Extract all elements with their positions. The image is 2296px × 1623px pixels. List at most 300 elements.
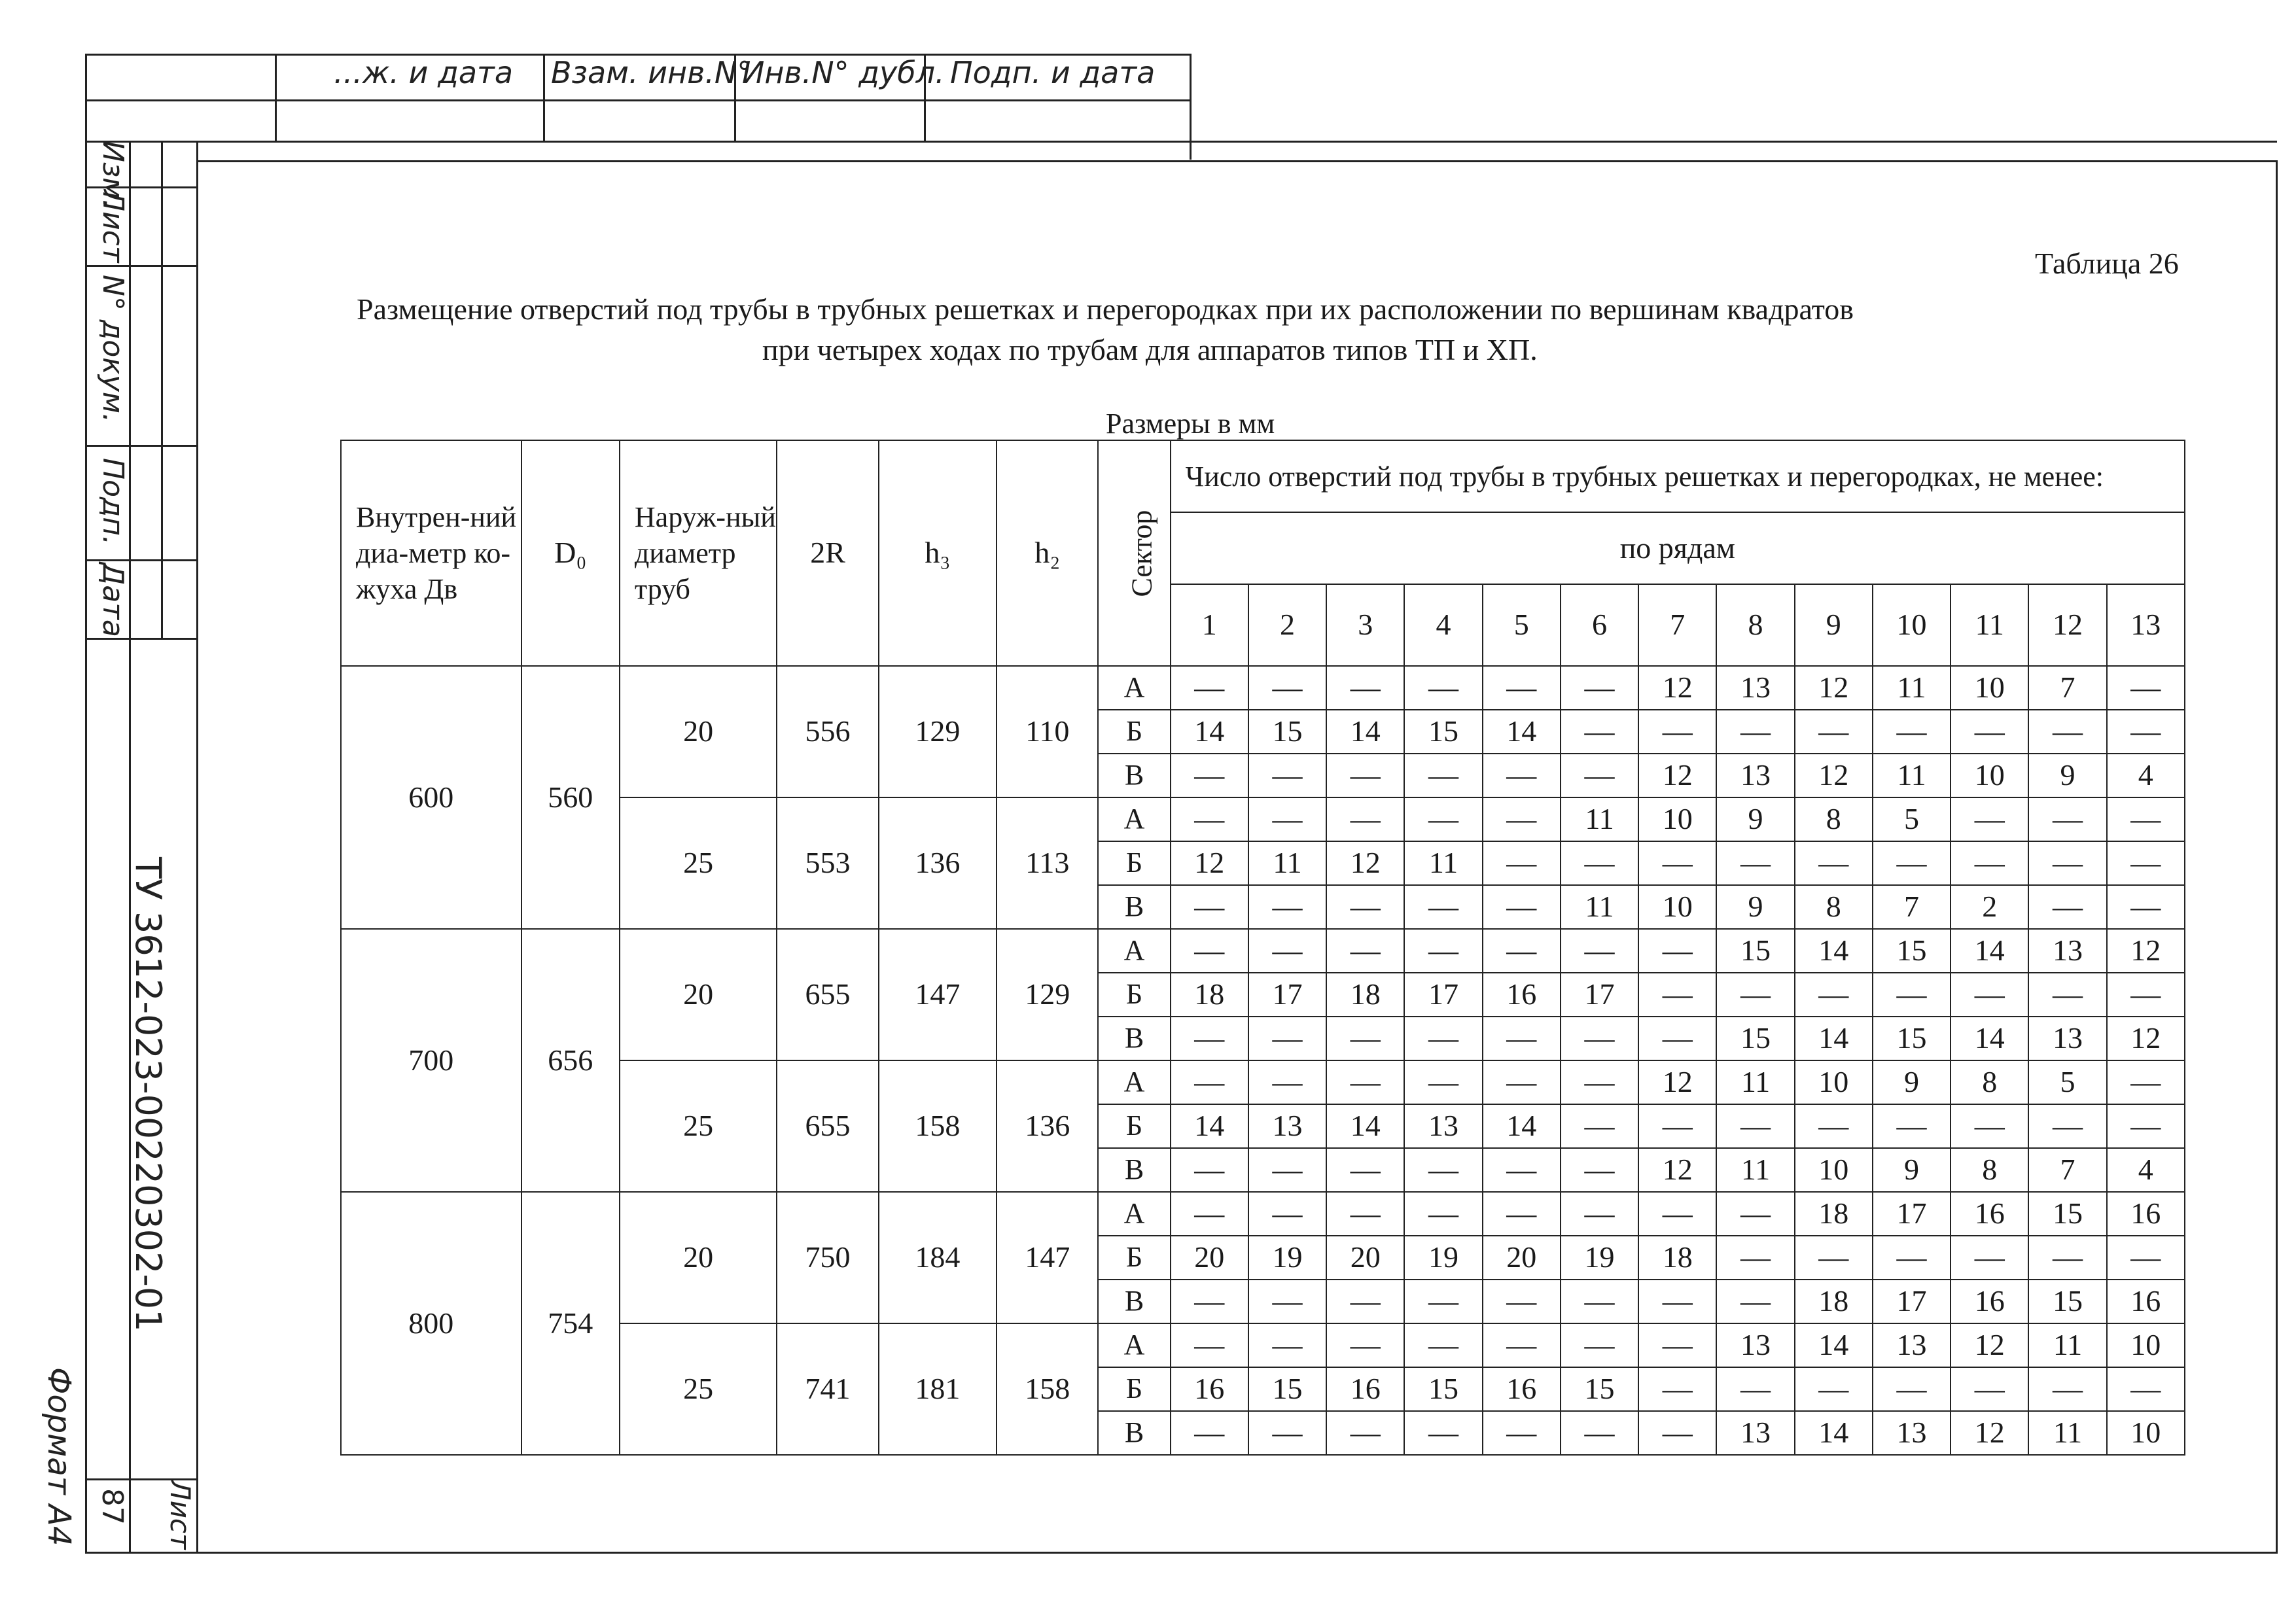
hole-count-cell: — (1171, 797, 1248, 841)
hole-count-cell: — (1171, 1192, 1248, 1236)
hole-count-cell: — (1873, 841, 1951, 885)
hole-count-cell: 12 (1795, 666, 1873, 710)
hole-count-cell: 19 (1404, 1236, 1482, 1280)
sector-cell: В (1098, 754, 1170, 797)
sector-cell: А (1098, 1192, 1170, 1236)
hole-count-cell: — (1404, 797, 1482, 841)
hole-count-cell: 12 (1171, 841, 1248, 885)
hole-count-cell: — (1326, 1192, 1404, 1236)
hole-count-cell: — (1404, 1280, 1482, 1323)
hole-count-cell: 9 (1716, 797, 1794, 841)
hole-count-cell: 16 (1483, 973, 1561, 1017)
hole-count-cell: — (2107, 1367, 2185, 1411)
hole-count-cell: — (2028, 841, 2106, 885)
hole-count-cell: — (1483, 754, 1561, 797)
hole-count-cell: 14 (1483, 710, 1561, 754)
hole-count-cell: — (1561, 1017, 1638, 1060)
tube-diameter-cell: 25 (620, 797, 777, 929)
hole-count-cell: — (1404, 1323, 1482, 1367)
units-note: Размеры в мм (1106, 408, 1275, 440)
inner-diameter-cell: 700 (341, 929, 521, 1192)
hole-count-cell: — (1483, 1060, 1561, 1104)
hole-count-cell: 16 (2107, 1280, 2185, 1323)
stamp-label-dup-inv: Инв.N° дубл. (742, 55, 945, 90)
hole-count-cell: — (2107, 1104, 2185, 1148)
hole-count-cell: — (1248, 754, 1326, 797)
hole-count-cell: 14 (1483, 1104, 1561, 1148)
hole-count-cell: 14 (1795, 1017, 1873, 1060)
header-d0: D₀ (521, 440, 620, 666)
hole-count-cell: 11 (1716, 1148, 1794, 1192)
header-by-rows: по рядам (1171, 512, 2185, 584)
sector-cell: Б (1098, 841, 1170, 885)
hole-count-cell: 16 (1326, 1367, 1404, 1411)
hole-count-cell: — (1326, 754, 1404, 797)
h3-cell: 184 (879, 1192, 997, 1323)
hole-count-cell: — (1951, 1104, 2028, 1148)
hole-count-cell: — (1951, 1367, 2028, 1411)
hole-count-cell: — (2107, 797, 2185, 841)
hole-count-cell: — (1716, 841, 1794, 885)
header-holes-count: Число отверстий под трубы в трубных решетках и перегородках, не менее: (1171, 440, 2185, 512)
table-number: Таблица 26 (2035, 247, 2179, 280)
hole-count-cell: 15 (1404, 710, 1482, 754)
d0-cell: 560 (521, 666, 620, 929)
hole-count-cell: — (1716, 1367, 1794, 1411)
hole-count-cell: — (1326, 1148, 1404, 1192)
hole-count-cell: — (2107, 841, 2185, 885)
header-h3: h₃ (879, 440, 997, 666)
document-code: ТУ 3612-023-00220302-01 (128, 857, 169, 1332)
hole-count-cell: — (1638, 710, 1716, 754)
stamp-label-sign: Подп. (96, 458, 130, 546)
hole-count-cell: — (2028, 1236, 2106, 1280)
hole-count-cell: — (1951, 797, 2028, 841)
hole-count-cell: — (1716, 710, 1794, 754)
r2-cell: 556 (777, 666, 878, 797)
hole-count-cell: — (1171, 1060, 1248, 1104)
header-sector-label: Сектор (1125, 510, 1158, 597)
hole-count-cell: 13 (1404, 1104, 1482, 1148)
header-row-number: 11 (1951, 584, 2028, 666)
table-row (341, 1192, 2185, 1236)
hole-count-cell: — (1873, 1236, 1951, 1280)
h2-cell: 110 (997, 666, 1098, 797)
hole-count-cell: — (2107, 1236, 2185, 1280)
h2-cell: 158 (997, 1323, 1098, 1455)
hole-count-cell: — (1716, 1236, 1794, 1280)
sheet-label: Лист (164, 1480, 196, 1550)
hole-count-cell: — (1248, 1411, 1326, 1455)
hole-count-cell: 12 (2107, 929, 2185, 973)
table-row (341, 666, 2185, 710)
hole-count-cell: — (1248, 666, 1326, 710)
sector-cell: Б (1098, 973, 1170, 1017)
hole-count-cell: — (1561, 1148, 1638, 1192)
hole-count-cell: — (1483, 1148, 1561, 1192)
hole-count-cell: — (1248, 1280, 1326, 1323)
hole-count-cell: — (1561, 929, 1638, 973)
hole-count-cell: — (1638, 929, 1716, 973)
hole-count-cell: 14 (1795, 1323, 1873, 1367)
hole-count-cell: 12 (1951, 1323, 2028, 1367)
hole-count-cell: 19 (1561, 1236, 1638, 1280)
hole-count-cell: — (1326, 1411, 1404, 1455)
sector-cell: В (1098, 885, 1170, 929)
tube-diameter-cell: 25 (620, 1060, 777, 1192)
hole-count-cell: — (2028, 885, 2106, 929)
header-row-number: 2 (1248, 584, 1326, 666)
hole-count-cell: — (1951, 1236, 2028, 1280)
hole-count-cell: 13 (1873, 1323, 1951, 1367)
hole-count-cell: 15 (1716, 1017, 1794, 1060)
hole-count-cell: 15 (1873, 929, 1951, 973)
h3-cell: 129 (879, 666, 997, 797)
hole-count-cell: — (1795, 1104, 1873, 1148)
hole-count-cell: — (1483, 1411, 1561, 1455)
hole-count-cell: 11 (2028, 1411, 2106, 1455)
hole-count-cell: — (1716, 1192, 1794, 1236)
hole-count-cell: 2 (1951, 885, 2028, 929)
hole-count-cell: 15 (1248, 710, 1326, 754)
hole-count-cell: 8 (1951, 1060, 2028, 1104)
hole-count-cell: — (1561, 666, 1638, 710)
hole-count-cell: — (1326, 1280, 1404, 1323)
hole-count-cell: 11 (1561, 885, 1638, 929)
r2-cell: 553 (777, 797, 878, 929)
hole-count-cell: — (1171, 1148, 1248, 1192)
hole-count-cell: — (1404, 1148, 1482, 1192)
hole-count-cell: 10 (2107, 1411, 2185, 1455)
hole-count-cell: — (1248, 1323, 1326, 1367)
hole-count-cell: — (1248, 1148, 1326, 1192)
hole-count-cell: — (1483, 1017, 1561, 1060)
hole-count-cell: — (1561, 754, 1638, 797)
hole-count-cell: — (1171, 1017, 1248, 1060)
table-title-line1: Размещение отверстий под трубы в трубных решетках и перегородках при их расположении по вершинам квадратов (357, 292, 1854, 326)
hole-count-cell: — (1795, 973, 1873, 1017)
hole-count-cell: — (1483, 929, 1561, 973)
hole-count-cell: — (1873, 1104, 1951, 1148)
hole-count-cell: 17 (1873, 1280, 1951, 1323)
hole-count-cell: 9 (2028, 754, 2106, 797)
header-row-number: 4 (1404, 584, 1482, 666)
hole-count-cell: 11 (1873, 754, 1951, 797)
hole-count-cell: 20 (1483, 1236, 1561, 1280)
hole-count-cell: 10 (1638, 797, 1716, 841)
hole-count-cell: — (1326, 666, 1404, 710)
tube-diameter-cell: 25 (620, 1323, 777, 1455)
hole-count-cell: — (1873, 973, 1951, 1017)
hole-count-cell: 18 (1638, 1236, 1716, 1280)
header-row-number: 10 (1873, 584, 1951, 666)
hole-count-cell: — (1326, 797, 1404, 841)
hole-count-cell: — (1171, 1280, 1248, 1323)
hole-count-cell: — (1404, 1192, 1482, 1236)
hole-count-cell: — (1561, 710, 1638, 754)
format-label: Формат А4 (41, 1367, 77, 1546)
hole-count-cell: — (1483, 1323, 1561, 1367)
hole-count-cell: — (1404, 754, 1482, 797)
hole-count-cell: 13 (1716, 1411, 1794, 1455)
hole-count-cell: 16 (1951, 1280, 2028, 1323)
hole-count-cell: — (1795, 710, 1873, 754)
hole-count-cell: — (1248, 1192, 1326, 1236)
header-row-number: 12 (2028, 584, 2106, 666)
stamp-label-change: Изм. (96, 141, 130, 209)
hole-count-cell: — (1248, 1060, 1326, 1104)
hole-count-cell: — (1873, 1367, 1951, 1411)
hole-count-cell: 9 (1873, 1060, 1951, 1104)
hole-count-cell: — (1951, 710, 2028, 754)
hole-count-cell: 13 (1248, 1104, 1326, 1148)
table-row (341, 929, 2185, 973)
hole-count-cell: 7 (1873, 885, 1951, 929)
h3-cell: 136 (879, 797, 997, 929)
hole-count-cell: — (1561, 841, 1638, 885)
hole-count-cell: 17 (1561, 973, 1638, 1017)
hole-count-cell: 12 (1326, 841, 1404, 885)
hole-count-cell: 12 (1638, 1060, 1716, 1104)
hole-count-cell: — (1795, 1236, 1873, 1280)
hole-count-cell: — (1404, 929, 1482, 973)
sector-cell: В (1098, 1280, 1170, 1323)
hole-count-cell: — (2028, 1104, 2106, 1148)
hole-count-cell: — (1171, 1411, 1248, 1455)
hole-count-cell: 14 (1951, 1017, 2028, 1060)
hole-count-cell: — (2028, 710, 2106, 754)
hole-count-cell: — (1638, 973, 1716, 1017)
header-row-number: 13 (2107, 584, 2185, 666)
hole-count-cell: 12 (1951, 1411, 2028, 1455)
hole-count-cell: 18 (1171, 973, 1248, 1017)
hole-count-cell: 10 (1951, 666, 2028, 710)
hole-count-cell: 20 (1326, 1236, 1404, 1280)
stamp-label-replace-inv: Взам. инв.N° (551, 55, 752, 90)
hole-count-cell: 10 (1795, 1148, 1873, 1192)
header-tube-diameter: Наруж-ный диаметр труб (620, 440, 777, 666)
header-inner-diameter: Внутрен-ний диа-метр ко-жуха Дв (341, 440, 521, 666)
hole-count-cell: 15 (2028, 1280, 2106, 1323)
h3-cell: 147 (879, 929, 997, 1060)
hole-count-cell: 15 (1248, 1367, 1326, 1411)
hole-count-cell: 9 (1716, 885, 1794, 929)
header-row-number: 9 (1795, 584, 1873, 666)
hole-count-cell: — (1638, 1323, 1716, 1367)
hole-count-cell: 16 (2107, 1192, 2185, 1236)
hole-count-cell: — (2107, 666, 2185, 710)
hole-count-cell: — (2107, 710, 2185, 754)
hole-count-cell: — (1248, 797, 1326, 841)
sector-cell: А (1098, 1323, 1170, 1367)
header-row-number: 1 (1171, 584, 1248, 666)
hole-count-cell: — (1483, 1280, 1561, 1323)
hole-count-cell: 5 (2028, 1060, 2106, 1104)
hole-count-cell: 18 (1795, 1280, 1873, 1323)
hole-count-cell: — (1561, 1323, 1638, 1367)
tube-diameter-cell: 20 (620, 666, 777, 797)
hole-count-cell: 18 (1795, 1192, 1873, 1236)
hole-count-cell: 11 (1561, 797, 1638, 841)
hole-count-cell: 14 (1951, 929, 2028, 973)
hole-count-cell: 17 (1404, 973, 1482, 1017)
h3-cell: 158 (879, 1060, 997, 1192)
hole-count-cell: 4 (2107, 754, 2185, 797)
hole-count-cell: — (1561, 1104, 1638, 1148)
hole-count-cell: 11 (1873, 666, 1951, 710)
hole-count-cell: — (1404, 1411, 1482, 1455)
sector-cell: А (1098, 1060, 1170, 1104)
sheet-number: 87 (96, 1488, 129, 1525)
hole-count-cell: — (2028, 1367, 2106, 1411)
hole-count-cell: 15 (1404, 1367, 1482, 1411)
hole-count-cell: — (1171, 666, 1248, 710)
r2-cell: 741 (777, 1323, 878, 1455)
sector-cell: Б (1098, 710, 1170, 754)
hole-count-cell: 13 (1873, 1411, 1951, 1455)
hole-count-cell: 8 (1795, 797, 1873, 841)
hole-count-cell: 16 (1951, 1192, 2028, 1236)
hole-count-cell: — (2107, 885, 2185, 929)
hole-count-cell: — (1404, 1060, 1482, 1104)
hole-count-cell: 5 (1873, 797, 1951, 841)
sector-cell: В (1098, 1411, 1170, 1455)
hole-count-cell: — (1951, 841, 2028, 885)
table-title-line2: при четырех ходах по трубам для аппаратов типов ТП и ХП. (762, 333, 1538, 366)
h2-cell: 147 (997, 1192, 1098, 1323)
header-row-number: 3 (1326, 584, 1404, 666)
hole-count-cell: — (1483, 885, 1561, 929)
inner-diameter-cell: 600 (341, 666, 521, 929)
hole-count-cell: — (1171, 1323, 1248, 1367)
stamp-label-doc-no: N° докум. (96, 275, 130, 423)
hole-count-cell: 15 (1873, 1017, 1951, 1060)
hole-count-cell: 11 (1248, 841, 1326, 885)
stamp-label-date: Дата (96, 563, 130, 637)
hole-count-cell: 16 (1483, 1367, 1561, 1411)
hole-count-cell: 14 (1171, 710, 1248, 754)
header-2r: 2R (777, 440, 878, 666)
sector-cell: А (1098, 929, 1170, 973)
hole-count-cell: — (2028, 797, 2106, 841)
sector-cell: А (1098, 666, 1170, 710)
r2-cell: 655 (777, 1060, 878, 1192)
hole-count-cell: — (1248, 1017, 1326, 1060)
hole-count-cell: — (1326, 929, 1404, 973)
hole-count-cell: — (1638, 1367, 1716, 1411)
hole-count-cell: — (2107, 1060, 2185, 1104)
hole-count-cell: 15 (2028, 1192, 2106, 1236)
hole-count-cell: 10 (1638, 885, 1716, 929)
hole-count-cell: — (1171, 754, 1248, 797)
hole-count-cell: — (1638, 1104, 1716, 1148)
d0-cell: 754 (521, 1192, 620, 1455)
hole-count-cell: 8 (1795, 885, 1873, 929)
hole-count-cell: — (1561, 1411, 1638, 1455)
hole-count-cell: 17 (1248, 973, 1326, 1017)
sector-cell: Б (1098, 1367, 1170, 1411)
stamp-label-sign-date-1: ...ж. и дата (334, 55, 514, 90)
hole-count-cell: — (1561, 1280, 1638, 1323)
h2-cell: 113 (997, 797, 1098, 929)
hole-count-cell: — (1326, 885, 1404, 929)
hole-count-cell: 14 (1795, 1411, 1873, 1455)
hole-count-cell: — (1951, 973, 2028, 1017)
hole-count-cell: — (1638, 1192, 1716, 1236)
hole-count-cell: — (1171, 885, 1248, 929)
d0-cell: 656 (521, 929, 620, 1192)
sector-cell: Б (1098, 1104, 1170, 1148)
hole-count-cell: 18 (1326, 973, 1404, 1017)
hole-count-cell: 14 (1171, 1104, 1248, 1148)
hole-count-cell: — (1326, 1017, 1404, 1060)
hole-count-cell: — (1326, 1323, 1404, 1367)
hole-count-cell: 13 (1716, 666, 1794, 710)
header-row-number: 5 (1483, 584, 1561, 666)
hole-count-cell: — (1795, 1367, 1873, 1411)
sector-cell: А (1098, 797, 1170, 841)
hole-count-cell: — (1483, 797, 1561, 841)
hole-count-cell: 12 (1638, 1148, 1716, 1192)
h2-cell: 136 (997, 1060, 1098, 1192)
hole-count-cell: — (1638, 841, 1716, 885)
hole-count-cell: — (1561, 1192, 1638, 1236)
hole-count-cell: — (1404, 666, 1482, 710)
hole-count-cell: 10 (1951, 754, 2028, 797)
sector-cell: Б (1098, 1236, 1170, 1280)
hole-count-cell: — (1171, 929, 1248, 973)
hole-count-cell: 13 (1716, 1323, 1794, 1367)
hole-count-cell: — (1795, 841, 1873, 885)
hole-count-cell: 11 (2028, 1323, 2106, 1367)
hole-count-cell: — (1638, 1017, 1716, 1060)
hole-count-cell: 12 (1638, 666, 1716, 710)
hole-count-cell: 11 (1716, 1060, 1794, 1104)
header-h2: h₂ (997, 440, 1098, 666)
sector-cell: В (1098, 1017, 1170, 1060)
tube-diameter-cell: 20 (620, 929, 777, 1060)
stamp-label-sheet: Лист (96, 190, 130, 263)
r2-cell: 655 (777, 929, 878, 1060)
h3-cell: 181 (879, 1323, 997, 1455)
hole-count-cell: 12 (2107, 1017, 2185, 1060)
inner-diameter-cell: 800 (341, 1192, 521, 1455)
hole-count-cell: 7 (2028, 1148, 2106, 1192)
header-row-number: 6 (1561, 584, 1638, 666)
sector-cell: В (1098, 1148, 1170, 1192)
stamp-label-sign-date-2: Подп. и дата (950, 55, 1156, 90)
hole-count-cell: — (1483, 666, 1561, 710)
hole-count-cell: 14 (1326, 1104, 1404, 1148)
hole-count-cell: 10 (1795, 1060, 1873, 1104)
hole-count-cell: 17 (1873, 1192, 1951, 1236)
hole-count-cell: — (1716, 1280, 1794, 1323)
hole-count-cell: — (1716, 1104, 1794, 1148)
hole-count-cell: — (1404, 1017, 1482, 1060)
hole-count-cell: 14 (1795, 929, 1873, 973)
hole-count-cell: 10 (2107, 1323, 2185, 1367)
hole-count-cell: — (1483, 841, 1561, 885)
hole-count-cell: — (2028, 973, 2106, 1017)
hole-count-cell: — (1248, 885, 1326, 929)
hole-count-cell: 19 (1248, 1236, 1326, 1280)
holes-table (340, 440, 2185, 1456)
hole-count-cell: 11 (1404, 841, 1482, 885)
hole-count-cell: 13 (1716, 754, 1794, 797)
hole-count-cell: 7 (2028, 666, 2106, 710)
hole-count-cell: 9 (1873, 1148, 1951, 1192)
tube-diameter-cell: 20 (620, 1192, 777, 1323)
